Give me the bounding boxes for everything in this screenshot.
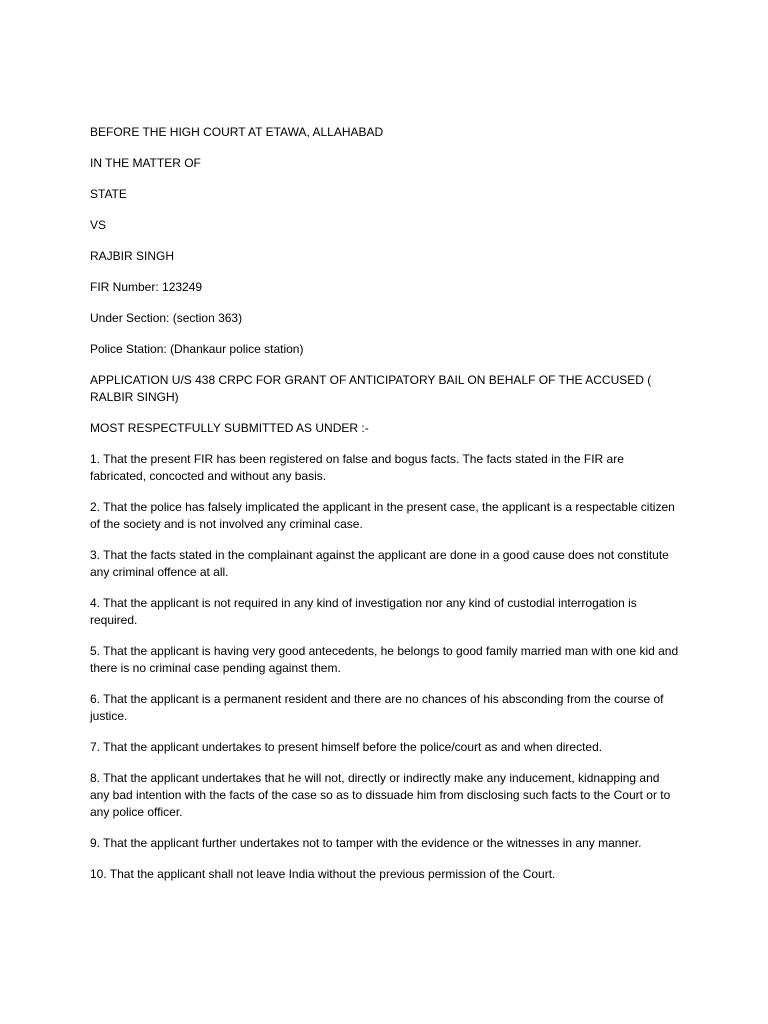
paragraph-7: 7. That the applicant undertakes to present himself before the police/court as and when directed.	[90, 740, 603, 754]
paragraph-3: 3. That the facts stated in the complainant against the applicant are done in a good cause does not constitute any criminal offence at all.	[90, 548, 669, 579]
paragraph-8: 8. That the applicant undertakes that he will not, directly or indirectly make any inducement, kidnapping and any bad intention with the facts of the case so as to dissuade him from disclosing such facts to the Court or to any police officer.	[90, 771, 671, 819]
police-station-label: Police Station:	[90, 342, 167, 356]
application-title: APPLICATION U/S 438 CRPC FOR GRANT OF ANTICIPATORY BAIL ON BEHALF OF THE ACCUSED ( RALBIR SINGH)	[90, 373, 652, 404]
section-line	[90, 310, 680, 327]
paragraph-5: 5. That the applicant is having very good antecedents, he belongs to good family married man with one kid and there is no criminal case pending against them.	[90, 644, 679, 675]
paragraph-4: 4. That the applicant is not required in any kind of investigation nor any kind of custodial interrogation is required.	[90, 596, 637, 627]
party-state: STATE	[90, 187, 127, 201]
section-value: (section 363)	[172, 311, 243, 325]
police-station-value: (Dhankaur police station)	[170, 342, 304, 356]
fir-number: 123249	[162, 280, 203, 294]
submission-heading: MOST RESPECTFULLY SUBMITTED AS UNDER :-	[90, 421, 369, 435]
versus-label: VS	[90, 218, 107, 232]
matter-heading: IN THE MATTER OF	[90, 156, 201, 170]
paragraph-1: 1. That the present FIR has been registered on false and bogus facts. The facts stated in the FIR are fabricated, concocted and without any basis.	[90, 452, 624, 483]
paragraph-9: 9. That the applicant further undertakes not to tamper with the evidence or the witnesses in any manner.	[90, 836, 642, 850]
fir-label: FIR Number:	[90, 280, 159, 294]
section-label: Under Section:	[90, 311, 170, 325]
document-body	[90, 124, 680, 897]
court-heading: BEFORE THE HIGH COURT AT ETAWA, ALLAHABAD	[90, 125, 384, 139]
paragraph-6: 6. That the applicant is a permanent resident and there are no chances of his absconding from the course of justice.	[90, 692, 664, 723]
police-station-line	[90, 341, 680, 358]
paragraph-2: 2. That the police has falsely implicated the applicant in the present case, the applicant is a respectable citizen of the society and is not involved any criminal case.	[90, 500, 675, 531]
party-accused: RAJBIR SINGH	[90, 249, 175, 263]
paragraph-10: 10. That the applicant shall not leave India without the previous permission of the Court.	[90, 867, 556, 881]
fir-line	[90, 279, 680, 296]
